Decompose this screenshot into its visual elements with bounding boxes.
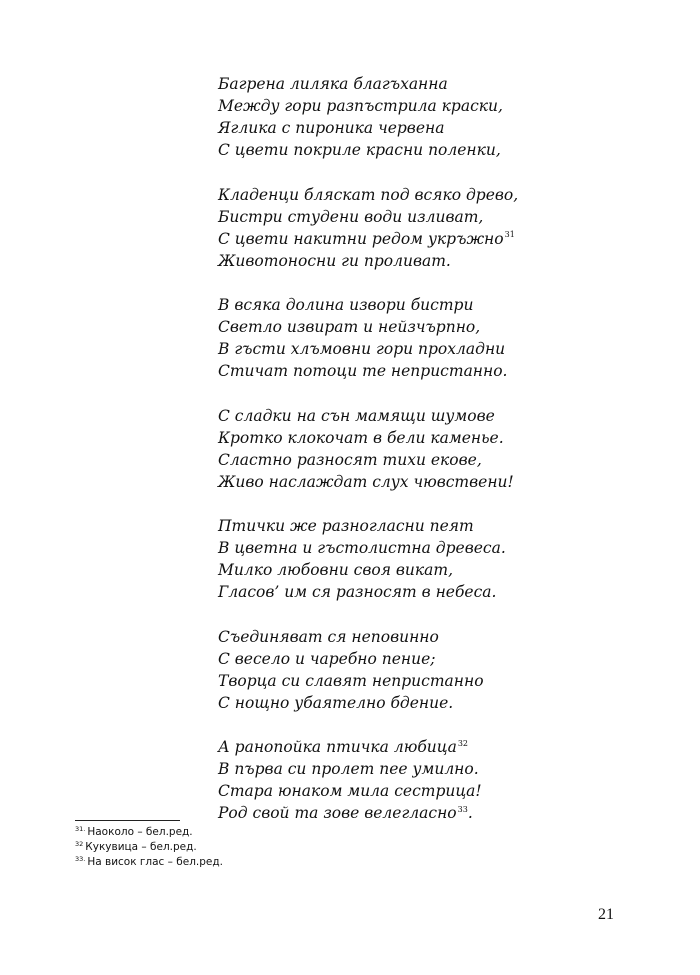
- stanza: [218, 73, 658, 161]
- poem-line-text: Кротко клокочат в бели каменье.: [218, 428, 504, 447]
- poem-line: [218, 250, 658, 272]
- poem-line: [218, 338, 658, 360]
- poem-line-text: Между гори разпъстрила краски,: [218, 97, 503, 115]
- poem-line-text: Живо наслаждат слух чювствени!: [218, 472, 514, 491]
- poem-line: [218, 692, 658, 714]
- poem-line: [218, 670, 658, 692]
- poem-line: [218, 537, 658, 559]
- poem-line: [218, 449, 658, 471]
- poem-line-text: Съединяват ся неповинно: [218, 627, 439, 646]
- poem-line: [218, 73, 658, 95]
- footnote-divider: [75, 820, 180, 821]
- poem-line-text: С весело и чаребно пение;: [218, 649, 436, 668]
- poem-line: [218, 515, 658, 537]
- poem-line: [218, 139, 658, 161]
- poem-line-text: Стара юнаком мила сестрица!: [218, 782, 482, 800]
- poem-line-text: Бистри студени води изливат,: [218, 207, 484, 226]
- poem-line: [218, 758, 658, 780]
- stanza: [218, 184, 658, 272]
- poem-line-text: Стичат потоци те непристанно.: [218, 362, 508, 380]
- poem-body: [218, 73, 658, 847]
- poem-line: [218, 736, 658, 758]
- footnote-text: Наоколо – бел.ред.: [87, 826, 193, 838]
- poem-line-text: Багрена лиляка благъханна: [218, 75, 448, 93]
- footnote-number: 32: [75, 839, 84, 848]
- poem-line-text: В първа си пролет пее умилно.: [218, 760, 479, 778]
- poem-line: [218, 95, 658, 117]
- poem-line-text: С цвети покриле красни поленки,: [218, 141, 501, 159]
- footnote-marker: 31: [504, 230, 515, 240]
- poem-line: [218, 405, 658, 427]
- poem-line: [218, 427, 658, 449]
- poem-line-text: В гъсти хлъмовни гори прохладни: [218, 340, 506, 358]
- poem-line-text: Творца си славят непристанно: [218, 671, 484, 690]
- footnote-marker: 32: [457, 738, 469, 748]
- poem-line: [218, 360, 658, 382]
- poem-line-text: В цветна и гъстолистна древеса.: [218, 539, 506, 557]
- poem-line-text: Яглика с пироника червена: [218, 119, 445, 137]
- stanza: [218, 294, 658, 382]
- poem-line: [218, 206, 658, 228]
- footnote-item: [75, 855, 475, 870]
- poem-line-text: Животоносни ги проливат.: [218, 251, 451, 270]
- poem-line-text: Гласов’ им ся разносят в небеса.: [218, 583, 497, 601]
- poem-line-text: Светло извират и нейзчърпно,: [218, 318, 481, 336]
- stanza: [218, 405, 658, 493]
- poem-line-text: В всяка долина извори бистри: [218, 296, 474, 314]
- stanza: [218, 515, 658, 603]
- poem-line: [218, 648, 658, 670]
- footnote-text: Кукувица – бел.ред.: [85, 841, 197, 853]
- poem-line-text: А ранопойка птичка любица: [218, 738, 457, 756]
- footnote-number: 31.: [75, 824, 86, 833]
- poem-line: [218, 471, 658, 493]
- poem-line: [218, 294, 658, 316]
- footnote-number: 33.: [75, 854, 86, 863]
- poem-line-text: С сладки на сън мамящи шумове: [218, 406, 495, 425]
- poem-line-text: Птички же разногласни пеят: [218, 517, 474, 535]
- footnote-item: [75, 825, 475, 840]
- page-number: 21: [598, 906, 614, 923]
- poem-line: [218, 316, 658, 338]
- footnote-text: На висок глас – бел.ред.: [87, 856, 223, 868]
- poem-line-text: Сластно разносят тихи екове,: [218, 450, 482, 469]
- poem-line: [218, 559, 658, 581]
- poem-line-punctuation: .: [467, 804, 473, 822]
- poem-line: [218, 184, 658, 206]
- poem-line: [218, 228, 658, 250]
- footnote-marker: 33: [457, 804, 468, 814]
- poem-line: [218, 626, 658, 648]
- poem-line-text: С нощно убаятелно бдение.: [218, 693, 454, 712]
- poem-line-text: С цвети накитни редом укръжно: [218, 229, 504, 248]
- poem-line-text: Милко любовни своя викат,: [218, 561, 454, 579]
- footnote-item: [75, 840, 475, 855]
- poem-line-text: Кладенци бляскат под всяко древо,: [218, 185, 519, 204]
- poem-line: [218, 581, 658, 603]
- stanza: [218, 626, 658, 714]
- poem-line: [218, 780, 658, 802]
- poem-line: [218, 117, 658, 139]
- footnotes: [75, 825, 475, 870]
- poem-line-text: Род свой та зове велегласно: [218, 804, 457, 822]
- poem-line: [218, 802, 658, 824]
- stanza: [218, 736, 658, 824]
